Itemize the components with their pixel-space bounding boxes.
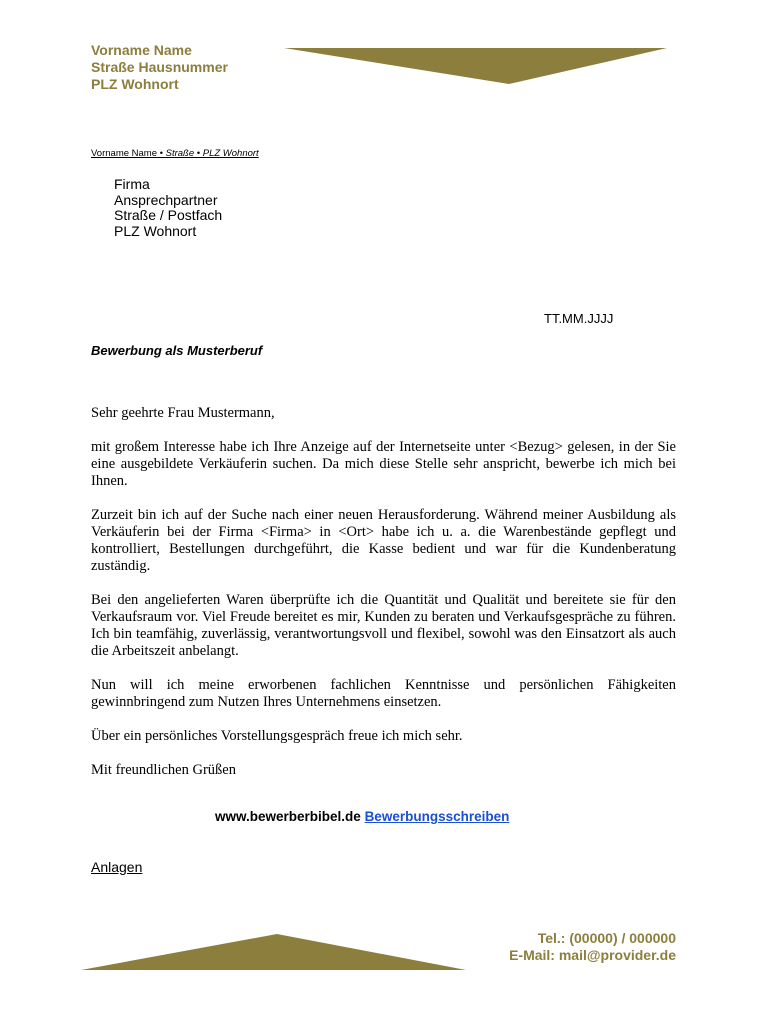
email-address: E-Mail: mail@provider.de bbox=[509, 947, 676, 963]
sender-city: PLZ Wohnort bbox=[91, 76, 179, 92]
paragraph: Zurzeit bin ich auf der Suche nach einer neuen Herausforderung. Während meiner Ausbildung als Verkäuferin bei der Firma <Firma> in <Ort> habe ich u. a. die Warenbestände gepflegt und kontrolliert, Bestellungen durchgeführt, die Kasse bedient und war für die Kundenberatung zuständig. bbox=[91, 507, 676, 574]
salutation: Sehr geehrte Frau Mustermann, bbox=[91, 405, 275, 421]
sender-name: Vorname Name bbox=[91, 42, 192, 58]
bewerbungsschreiben-link[interactable]: Bewerbungsschreiben bbox=[364, 809, 510, 824]
letter-date: TT.MM.JJJJ bbox=[544, 311, 614, 326]
recipient-city: PLZ Wohnort bbox=[114, 222, 197, 239]
recipient-street: Straße / Postfach bbox=[114, 207, 223, 223]
footer-decoration bbox=[81, 933, 467, 973]
header-triangle bbox=[284, 48, 667, 84]
return-rest: • Straße • PLZ Wohnort bbox=[157, 148, 259, 159]
paragraph: Nun will ich meine erworbenen fachlichen Kenntnisse und persönlichen Fähigkeiten gewinnbringend zum Nutzen Ihres Unternehmens einsetzen. bbox=[91, 677, 676, 710]
attachments-label: Anlagen bbox=[91, 859, 143, 875]
letter-subject: Bewerbung als Musterberuf bbox=[91, 343, 263, 358]
paragraph: Über ein persönliches Vorstellungsgespräch freue ich mich sehr. bbox=[91, 728, 463, 744]
web-reference bbox=[215, 809, 509, 824]
recipient-company: Firma bbox=[114, 176, 150, 192]
paragraph: Bei den angelieferten Waren überprüfte ich die Quantität und Qualität und bereitete sie für den Verkaufsraum vor. Viel Freude bereitet es mir, Kunden zu beraten und Verkaufsgespräche zu führen. Ich bin teamfähig, zuverlässig, verantwortungsvoll und flexibel, sowohl was den Einsatzort als auch die Arbeitszeit anbelangt. bbox=[91, 592, 676, 659]
paragraph: mit großem Interesse habe ich Ihre Anzeige auf der Internetseite unter <Bezug> gelesen, in der Sie eine ausgebildete Verkäuferin suchen. Da mich diese Stelle sehr anspricht, bewerbe ich mich bei Ihnen. bbox=[91, 439, 676, 489]
phone-number: Tel.: (00000) / 000000 bbox=[537, 930, 676, 946]
sender-address bbox=[91, 42, 228, 93]
website-text: www.bewerberbibel.de bbox=[215, 809, 361, 824]
recipient-address bbox=[114, 177, 222, 239]
sender-street: Straße Hausnummer bbox=[91, 59, 228, 75]
closing: Mit freundlichen Grüßen bbox=[91, 762, 236, 778]
recipient-contact: Ansprechpartner bbox=[114, 191, 218, 208]
header-decoration bbox=[284, 46, 668, 86]
letter-body bbox=[91, 405, 676, 796]
footer-triangle bbox=[81, 934, 466, 970]
return-address-line bbox=[91, 148, 259, 159]
return-name: Vorname Name bbox=[91, 148, 158, 159]
contact-info bbox=[509, 930, 676, 964]
